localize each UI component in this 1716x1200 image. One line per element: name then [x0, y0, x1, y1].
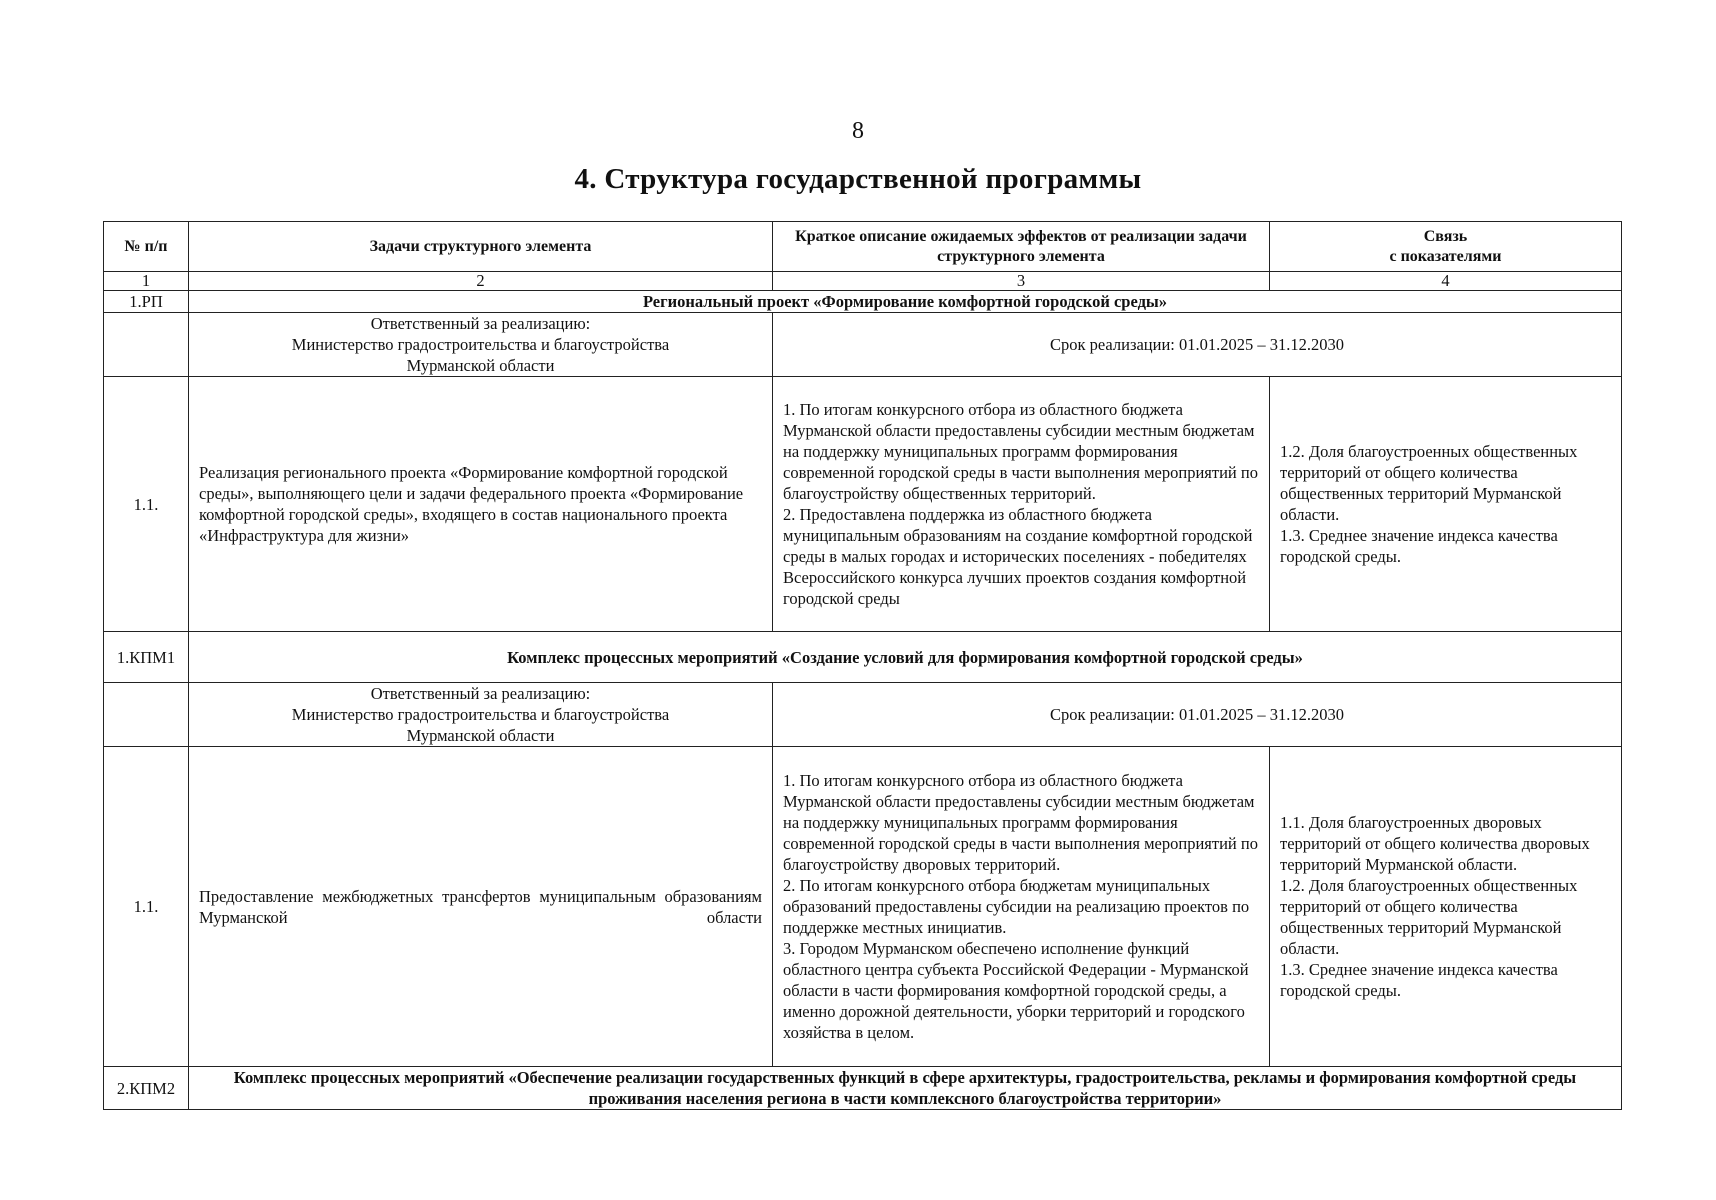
- table-header-row: [104, 222, 1622, 272]
- column-number: 2: [189, 272, 773, 291]
- section-title: Комплекс процессных мероприятий «Обеспечение реализации государственных функций в сфере архитектуры, градостроительства, рекламы и формирования комфортной среды проживания населения региона в части комплексного благоустройства территории»: [189, 1067, 1622, 1110]
- header-effects: Краткое описание ожидаемых эффектов от реализации задачи структурного элемента: [773, 222, 1270, 272]
- section-id: 1.КПМ1: [104, 632, 189, 683]
- effect-item: 2. Предоставлена поддержка из областного бюджета муниципальным образованиям на создание комфортной городской среды в малых городах и исторических поселениях - победителях Всероссийского конкурса лучших проектов создания комфортной городской среды: [783, 505, 1253, 608]
- section-id: 2.КПМ2: [104, 1067, 189, 1110]
- task-number: 1.1.: [104, 377, 189, 632]
- indicator-item: 1.3. Среднее значение индекса качества городской среды.: [1280, 960, 1558, 1000]
- responsible-line2: Мурманской области: [406, 356, 555, 375]
- responsible-label: Ответственный за реализацию:: [370, 314, 591, 333]
- header-tasks: Задачи структурного элемента: [189, 222, 773, 272]
- task-text: Реализация регионального проекта «Формирование комфортной городской среды», выполняющего цели и задачи федерального проекта «Формирование комфортной городской среды», входящего в состав национального проекта «Инфраструктура для жизни»: [189, 377, 773, 632]
- section-title: Комплекс процессных мероприятий «Создание условий для формирования комфортной городской среды»: [189, 632, 1622, 683]
- task-row: [104, 377, 1622, 632]
- effect-item: 1. По итогам конкурсного отбора из областного бюджета Мурманской области предоставлены субсидии местным бюджетам на поддержку муниципальных программ формирования современной городской среды в части выполнения мероприятий по благоустройству дворовых территорий.: [783, 771, 1258, 874]
- responsible-line1: Министерство градостроительства и благоустройства: [291, 705, 670, 724]
- column-number: 3: [773, 272, 1270, 291]
- task-text: Предоставление межбюджетных трансфертов муниципальным образованиям Мурманской области: [189, 747, 773, 1067]
- column-numbers-row: [104, 272, 1622, 291]
- indicator-item: 1.3. Среднее значение индекса качества городской среды.: [1280, 526, 1558, 566]
- task-number: 1.1.: [104, 747, 189, 1067]
- task-row: [104, 747, 1622, 1067]
- section-title: Региональный проект «Формирование комфортной городской среды»: [189, 291, 1622, 313]
- effects-cell: [773, 377, 1270, 632]
- implementation-period: Срок реализации: 01.01.2025 – 31.12.2030: [773, 313, 1622, 377]
- program-structure-table: [103, 221, 1622, 1110]
- header-indicators-line2: с показателями: [1389, 247, 1502, 265]
- page-title: 4. Структура государственной программы: [574, 163, 1142, 195]
- responsible-line2: Мурманской области: [406, 726, 555, 745]
- effect-item: 1. По итогам конкурсного отбора из областного бюджета Мурманской области предоставлены субсидии местным бюджетам на поддержку муниципальных программ формирования современной городской среды в части выполнения мероприятий по благоустройству общественных территорий.: [783, 400, 1258, 503]
- column-number: 1: [104, 272, 189, 291]
- responsible-line1: Министерство градостроительства и благоустройства: [291, 335, 670, 354]
- page-number: 8: [852, 118, 864, 144]
- header-indicators-line1: Связь: [1423, 227, 1468, 245]
- section-id: 1.РП: [104, 291, 189, 313]
- responsible-cell: [189, 683, 773, 747]
- responsible-row: [104, 313, 1622, 377]
- effects-cell: [773, 747, 1270, 1067]
- indicator-item: 1.2. Доля благоустроенных общественных территорий от общего количества общественных территорий Мурманской области.: [1280, 442, 1578, 524]
- effect-item: 2. По итогам конкурсного отбора бюджетам муниципальных образований предоставлены субсидии на реализацию проектов по поддержке местных инициатив.: [783, 876, 1250, 937]
- responsible-label: Ответственный за реализацию:: [370, 684, 591, 703]
- implementation-period: Срок реализации: 01.01.2025 – 31.12.2030: [773, 683, 1622, 747]
- column-number: 4: [1270, 272, 1622, 291]
- indicator-item: 1.2. Доля благоустроенных общественных территорий от общего количества общественных территорий Мурманской области.: [1280, 876, 1578, 958]
- indicators-cell: [1270, 377, 1622, 632]
- effect-item: 3. Городом Мурманском обеспечено исполнение функций областного центра субъекта Российской Федерации - Мурманской области в части формирования комфортной городской среды, а именно дорожной деятельности, уборки территорий и городского хозяйства в целом.: [783, 939, 1249, 1042]
- responsible-row: [104, 683, 1622, 747]
- section-title-row: [104, 291, 1622, 313]
- responsible-cell: [189, 313, 773, 377]
- section-title-row: [104, 632, 1622, 683]
- header-number: № п/п: [104, 222, 189, 272]
- header-indicators: [1270, 222, 1622, 272]
- indicators-cell: [1270, 747, 1622, 1067]
- section-title-row: [104, 1067, 1622, 1110]
- indicator-item: 1.1. Доля благоустроенных дворовых территорий от общего количества дворовых территорий Мурманской области.: [1280, 813, 1590, 874]
